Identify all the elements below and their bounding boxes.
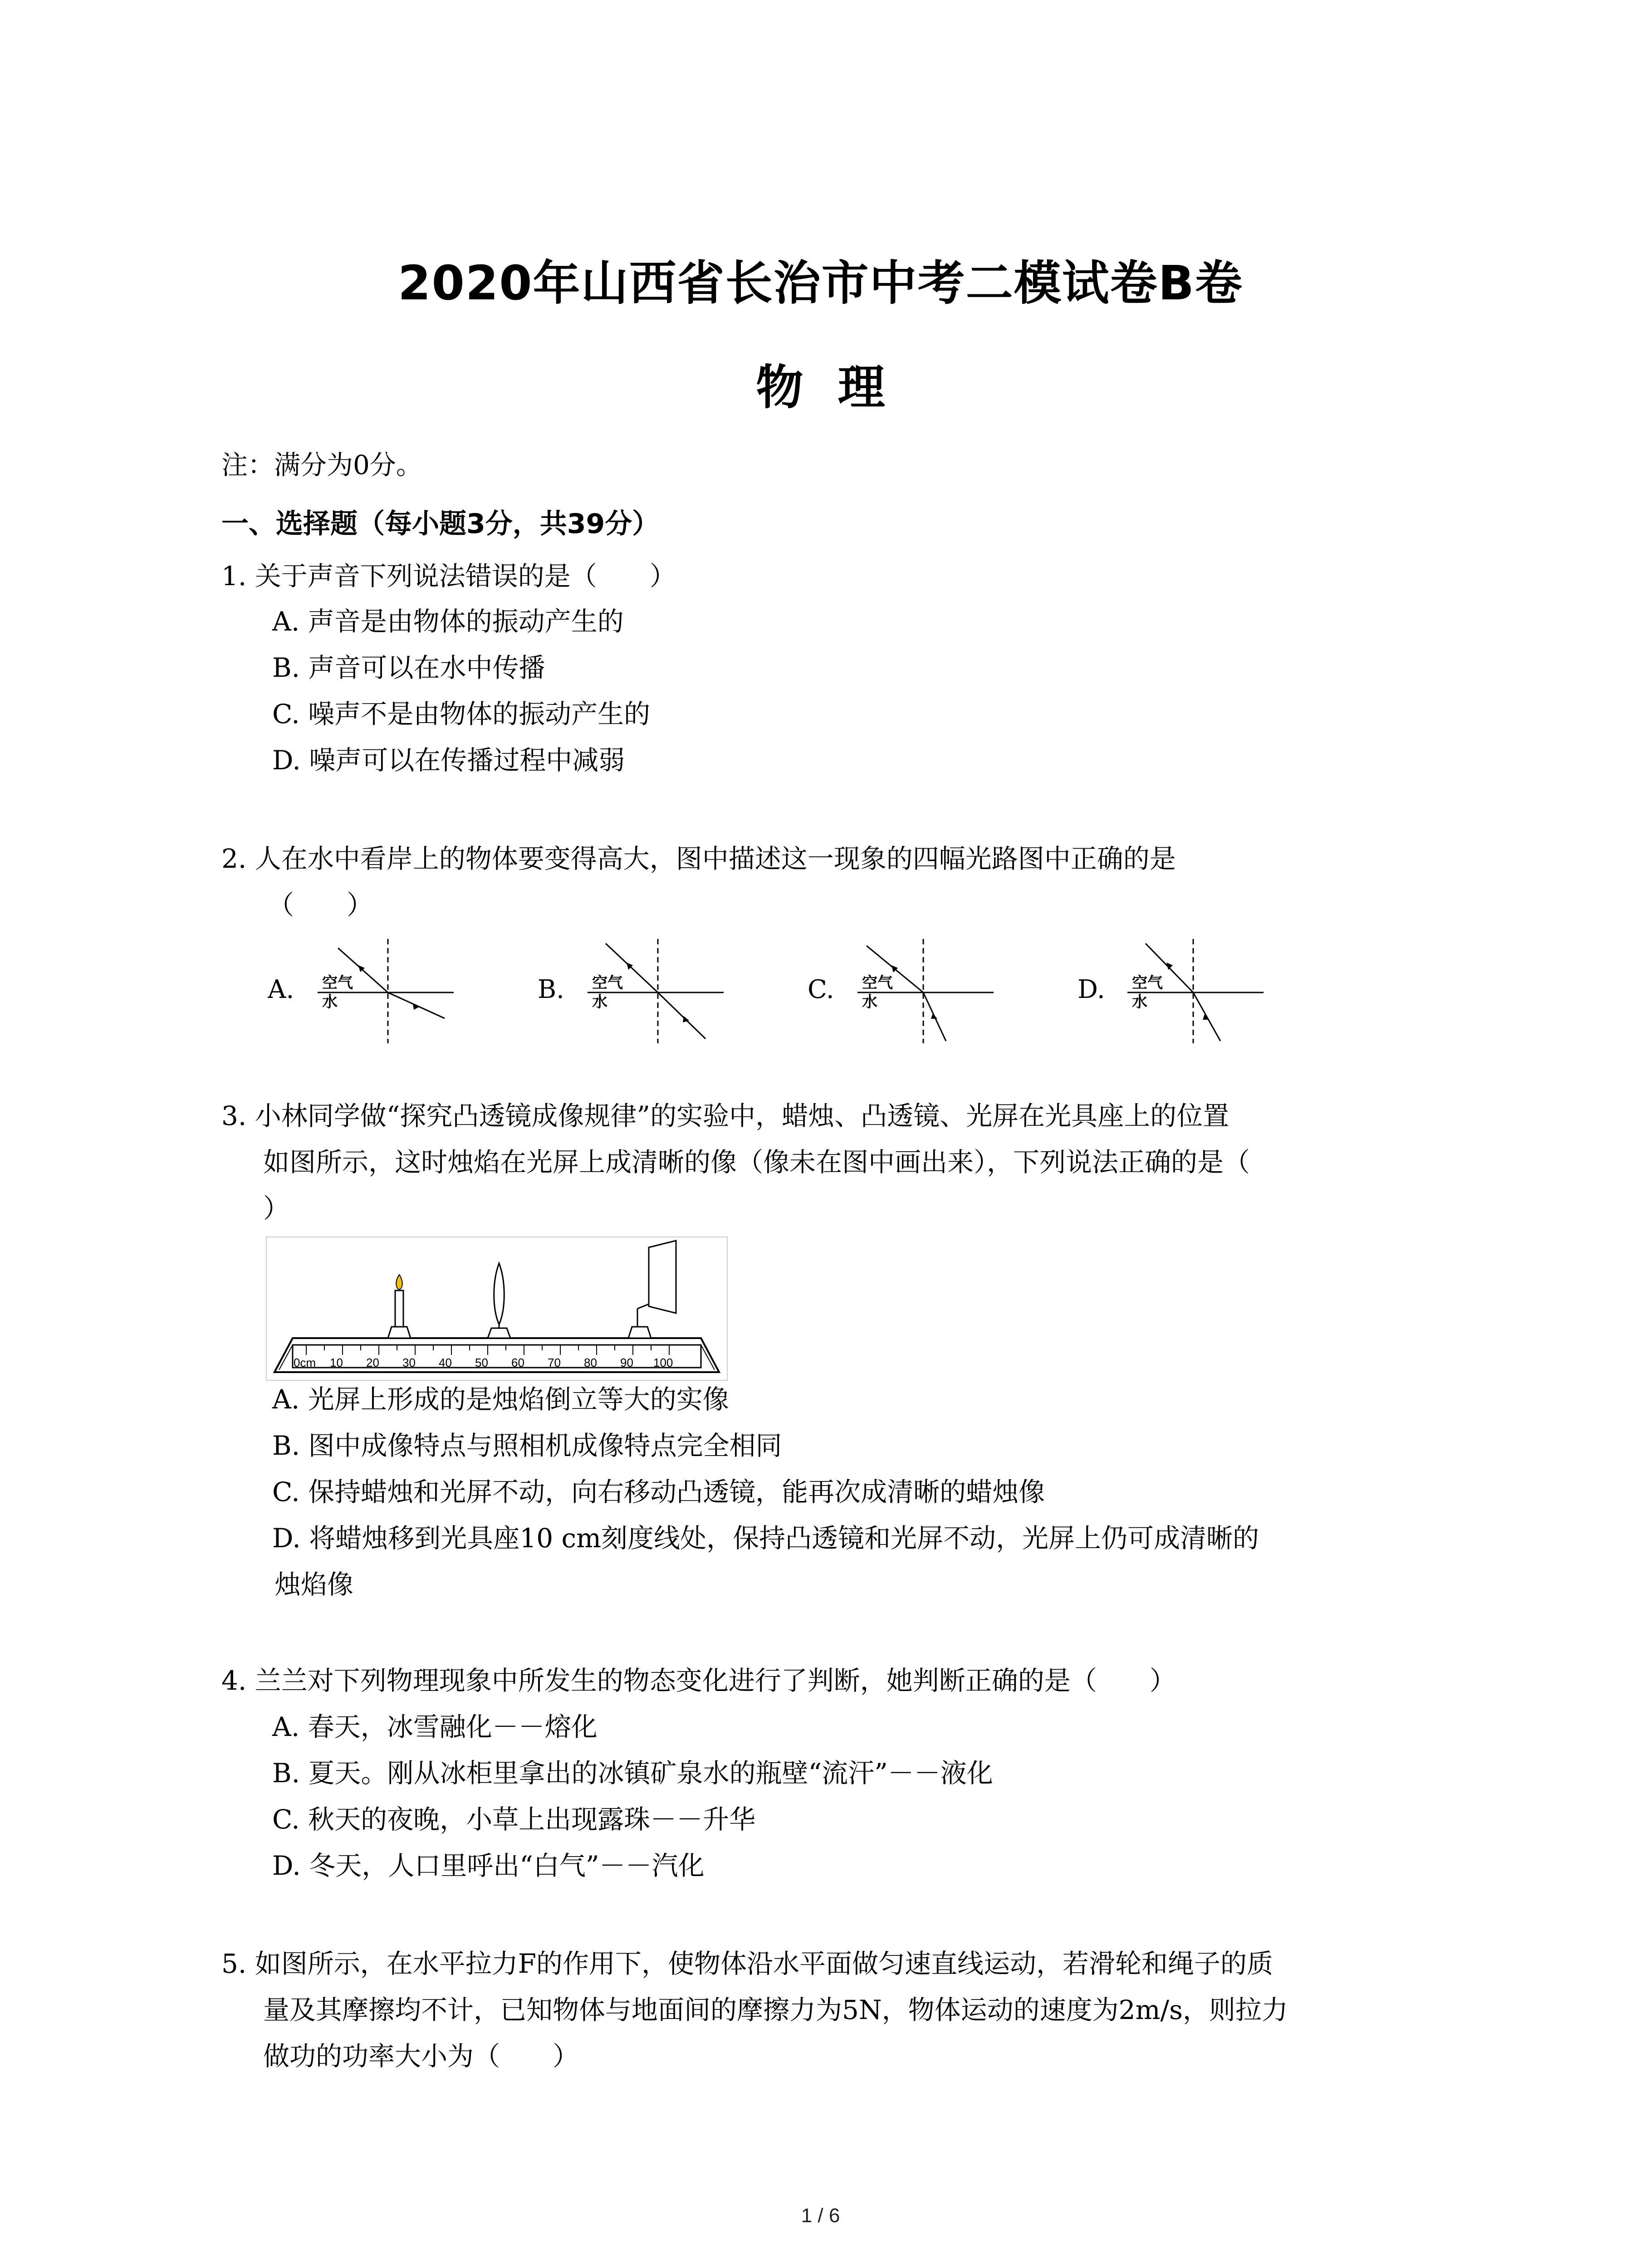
ruler-label-70: 70 (548, 1356, 561, 1369)
exam-title: 2020年山西省长治市中考二模试卷B卷 (398, 255, 1243, 311)
ruler-label-0: 0cm (294, 1356, 316, 1369)
q4-option-c: C. 秋天的夜晚，小草上出现露珠－－升华 (272, 1804, 756, 1835)
q2-figure-c-water: 水 (862, 993, 877, 1011)
q2-figure-c-air: 空气 (862, 974, 893, 992)
q3-stem-line2: 如图所示，这时烛焰在光屏上成清晰的像（像未在图中画出来），下列说法正确的是（ (263, 1147, 1250, 1178)
q2-stem-bracket: （ ） (268, 890, 373, 920)
score-note: 注：满分为0分。 (221, 450, 422, 480)
ruler-label-80: 80 (584, 1356, 597, 1369)
q3-stem-line3: ） (263, 1193, 290, 1224)
q2-figure-a-air: 空气 (322, 974, 353, 992)
q5-stem-line3: 做功的功率大小为（ ） (263, 2041, 579, 2072)
q2-figure-d-water: 水 (1132, 993, 1147, 1011)
q2-stem: 2. 人在水中看岸上的物体要变得高大，图中描述这一现象的四幅光路图中正确的是 (221, 843, 1176, 874)
q5-stem-line2: 量及其摩擦均不计，已知物体与地面间的摩擦力为5N，物体运动的速度为2m/s，则拉力 (263, 1994, 1288, 2025)
candle-icon (388, 1275, 411, 1338)
q3-option-d-continued: 烛焰像 (274, 1569, 354, 1600)
ruler-label-90: 90 (620, 1356, 633, 1369)
q5-stem: 5. 如图所示，在水平拉力F的作用下，使物体沿水平面做匀速直线运动，若滑轮和绳子的质 (221, 1948, 1274, 1979)
q2-figure-c-letter: C. (808, 975, 834, 1004)
q3-stem: 3. 小林同学做“探究凸透镜成像规律”的实验中，蜡烛、凸透镜、光屏在光具座上的位置 (221, 1100, 1230, 1131)
q2-figure-c (808, 930, 998, 1048)
q1-option-a: A. 声音是由物体的振动产生的 (272, 606, 624, 637)
page-number: 1 / 6 (801, 2204, 840, 2227)
q1-stem: 1. 关于声音下列说法错误的是（ ） (221, 561, 676, 591)
ruler-label-40: 40 (439, 1356, 452, 1369)
q4-option-b: B. 夏天。刚从冰柜里拿出的冰镇矿泉水的瓶壁“流汗”－－液化 (272, 1758, 993, 1789)
ruler-label-10: 10 (330, 1356, 343, 1369)
q2-figure-b (538, 930, 728, 1048)
q2-figure-b-letter: B. (538, 975, 564, 1004)
q4-option-a: A. 春天，冰雪融化－－熔化 (272, 1711, 598, 1742)
ruler-label-60: 60 (511, 1356, 524, 1369)
q1-option-c: C. 噪声不是由物体的振动产生的 (272, 699, 651, 729)
ruler-label-20: 20 (366, 1356, 379, 1369)
ruler-label-30: 30 (402, 1356, 416, 1369)
ruler-label-50: 50 (475, 1356, 488, 1369)
subject-title: 物 理 (756, 360, 885, 415)
q3-option-a: A. 光屏上形成的是烛焰倒立等大的实像 (272, 1384, 729, 1415)
q3-option-b: B. 图中成像特点与照相机成像特点完全相同 (272, 1430, 782, 1461)
q2-figure-b-water: 水 (592, 993, 607, 1011)
q2-figure-d-air: 空气 (1132, 974, 1163, 992)
section-heading: 一、选择题（每小题3分，共39分） (221, 508, 660, 540)
q2-figure-a-letter: A. (268, 975, 294, 1004)
q2-figure-d-letter: D. (1078, 975, 1105, 1004)
q4-stem: 4. 兰兰对下列物理现象中所发生的物态变化进行了判断，她判断正确的是（ ） (221, 1665, 1176, 1696)
q1-option-b: B. 声音可以在水中传播 (272, 652, 545, 683)
q3-option-c: C. 保持蜡烛和光屏不动，向右移动凸透镜，能再次成清晰的蜡烛像 (272, 1476, 1045, 1507)
q3-option-d: D. 将蜡烛移到光具座10 cm刻度线处，保持凸透镜和光屏不动，光屏上仍可成清晰的 (272, 1523, 1259, 1554)
light-screen-icon (628, 1241, 676, 1338)
q2-figure-a-water: 水 (322, 993, 338, 1011)
q2-figure-d (1078, 930, 1268, 1048)
q1-option-d: D. 噪声可以在传播过程中减弱 (272, 745, 625, 776)
ruler-label-100: 100 (653, 1356, 673, 1369)
q2-figure-a (268, 930, 458, 1048)
q4-option-d: D. 冬天，人口里呼出“白气”－－汽化 (272, 1850, 705, 1881)
q3-optical-bench (265, 1236, 728, 1381)
q2-figure-b-air: 空气 (592, 974, 623, 992)
convex-lens-icon (488, 1263, 510, 1338)
